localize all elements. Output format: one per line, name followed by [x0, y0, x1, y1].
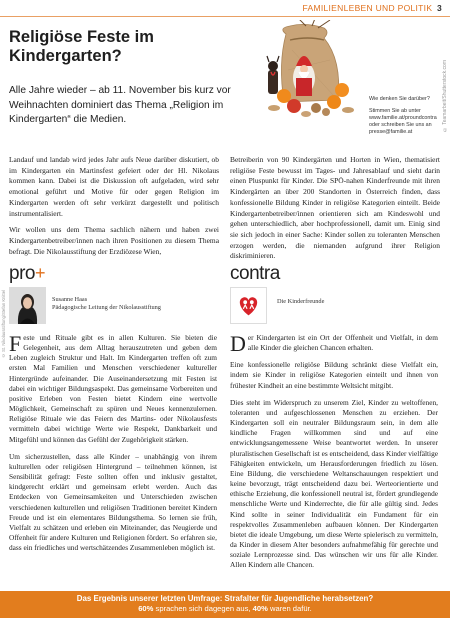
contra-dropcap: D — [230, 331, 246, 356]
pro-paragraph — [9, 333, 217, 445]
intro-column-right — [230, 155, 440, 268]
reader-poll-callout — [369, 96, 447, 136]
contra-paragraph: Eine konfessionelle religiöse Bildung schränkt diese Vielfalt ein, indem sie Kinder in religiöse Kategorien einteilt und ihnen von frühester Kindheit an eine bestimmte Weltsicht mitgibt. — [230, 360, 438, 390]
intro-paragraph: Wir wollen uns dem Thema sachlich nähern und haben zwei Kindergartenbetreiber/innen nach ihren Positionen zu diesem Thema befragt. Die Nikolausstiftung der Erzdiözese Wien, — [9, 225, 219, 256]
callout-text: Stimmen Sie ab unter www.familie.at/proundcontra oder schreiben Sie uns an presse@familie.at — [369, 108, 437, 135]
intro-paragraph: Betreiberin von 90 Kindergärten und Horten in Wien, thematisiert religiöse Feste bewusst im Tages- und Jahresablauf und sieht darin einen Pluspunkt für Kinder. Die SPÖ-nahen Kinderfreunde mit ihren Kindergärten an über 200 Standorten in Österreich finden, dass konfessionelle Bildung Kinder in religiöse Kategorien einteilt. Beide Kindergartenbetreiber/innen orientieren sich am Kindeswohl und gehen unterschiedlich, aber hochprofessionell, damit um. Einig sind sie sich jedoch in einer Sache: Kinder sollen zu toleranten Menschen erzogen werden, die niemanden aufgrund ihrer Religion diskriminieren. — [230, 155, 440, 261]
plus-icon: + — [34, 263, 45, 283]
section-label — [302, 3, 442, 13]
pro-paragraph: Um sicherzustellen, dass alle Kinder – unabhängig von ihrem kulturellen oder religiösen Hintergrund – teilnehmen können, ist Sensibilität gefragt: Feste sollten offen und inklusiv gestaltet, kindgerecht erklärt und gemeinsam erlebt werden. Auch das Entdecken von Gemeinsamkeiten und Unterschieden zwischen verschiedenen kulturellen und religiösen Traditionen bereitet Kindern Freude und ist ein elementares Bildungsthema. So lernen sie früh, Vielfalt zu schätzen und erleben ein Miteinander, das Neugierde und Offenheit für andere Kulturen und Religionen fördert. So erfahren sie, dass ein friedliches und wertschätzendes Zusammenleben möglich ist. — [9, 451, 217, 553]
photo-credit: © Teamarbeit/Shutterstock.com — [442, 60, 448, 133]
nikolaus-sack-photo — [238, 20, 368, 125]
header-rule — [0, 16, 450, 17]
poll-title: Das Ergebnis unserer letzten Umfrage: Strafalter für Jugendliche herabsetzen? — [76, 594, 374, 603]
intro-column-left — [9, 155, 219, 263]
pro-dropcap: F — [9, 331, 22, 356]
contra-argument — [230, 333, 438, 577]
article-lead: Alle Jahre wieder – ab 11. November bis kurz vor Weihnachten dominiert das Thema „Religion im Kindergarten“ die Medien. — [9, 85, 231, 126]
pro-paragraph-text: este und Rituale gibt es in allen Kulturen. Sie bieten die Gelegenheit, aus dem Alltag herauszutreten und geben dem Leben zugleich Struktur und Halt. Im Kindergarten treffen oft zum ersten Mal Familien und Menschen verschiedener kultureller Hintergründe aufeinander. Die Auseinandersetzung mit Festen ist dabei ein wichtiger Bildungsaspekt. Das gemeinsame Vorbereiten und positive Erleben von Festen bietet Kindern eine wertvolle Möglichkeit, Gemeinschaft zu spüren und Neues kennenzulernen. Religiöse Rituale wie das Feiern des Martins- oder Nikolausfests vermitteln dabei wichtige Werte wie Respekt, Dankbarkeit und Mitgefühl und können das Gefühl der Zugehörigkeit stärken. — [9, 333, 217, 444]
intro-paragraph: Landauf und landab wird jedes Jahr aufs Neue darüber diskutiert, ob im Kindergarten ein Martinsfest gefeiert oder der Hl. Nikolaus kommen kann. Dabei ist die Diskussion oft aufgeladen, wird sehr emotional geführt und Motive für oder gegen Religion im Kindergarten werden oft sehr verkürzt dargestellt und politisch instrumentalisiert. — [9, 155, 219, 218]
contra-paragraph: Dies steht im Widerspruch zu unserem Ziel, Kinder zu weltoffenen, toleranten und aufgeschlossenen Menschen zu erziehen. Der Kindergarten soll ein neutraler Bildungsraum sein, in dem alle kindliche Fragen willkommen sind und auf eine entwicklungsangemessene Weise beantwortet werden. In unserer pluralistischen Gesellschaft ist es entscheidend, dass Kinder vielfältige Fähigkeiten entwickeln, um Herausforderungen friedlich zu lösen. Eine Bildung, die verschiedene Weltanschauungen respektiert und keine bevorzugt, trägt entscheidend dazu bei. Werteorientierte und ethische Erziehung, die konfessionell neutral ist, fördert grundlegende menschliche Werte und Kinderrechte, die für alle gültig sind. Jedes Kind sollte in seiner Individualität ein Fundament für ein respektvolles Zusammenleben aufbauen können. Der Kindergarten bietet die ideale Umgebung, um diese Werte spielerisch zu vermitteln, da Kinder in diesem Alter besonders aufnahmefähig für gerechte und soziale Lernprozesse sind. Das wünschen wir uns für alle Kinder. Allen Kindern alle Chancen. — [230, 397, 439, 570]
pro-argument — [9, 333, 217, 560]
pro-author — [52, 296, 161, 312]
contra-author-name: Die Kinderfreunde — [277, 298, 325, 305]
contra-paragraph — [230, 331, 438, 356]
page-header — [0, 0, 450, 20]
kinderfreunde-logo-icon — [230, 287, 267, 324]
pro-heading — [9, 263, 45, 285]
article-headline: Religiöse Feste im Kindergarten? — [9, 28, 154, 65]
poll-result — [0, 604, 450, 613]
portrait-credit: © St. Nikolausstiftung/Stefan Knittel — [1, 290, 6, 359]
callout-question: Wie denken Sie darüber? — [369, 96, 430, 102]
poll-for-text: waren dafür. — [269, 604, 312, 613]
poll-against-text: sprachen sich dagegen aus, — [155, 604, 251, 613]
poll-result-banner — [0, 591, 450, 618]
pro-author-name: Susanne Haas — [52, 296, 88, 303]
poll-for-pct: 40% — [252, 604, 268, 613]
susanne-haas-portrait — [9, 287, 46, 324]
contra-heading: contra — [230, 263, 280, 284]
contra-paragraph-text: er Kindergarten ist ein Ort der Offenheit und Vielfalt, in dem alle Kinder die gleichen Chancen erhalten. — [247, 333, 438, 353]
page-number: 3 — [436, 3, 442, 13]
poll-against-pct: 60% — [138, 604, 154, 613]
pro-author-role: Pädagogische Leitung der Nikolausstiftung — [52, 304, 161, 311]
pro-label: pro — [9, 263, 35, 284]
section-title: FAMILIENLEBEN UND POLITIK — [302, 3, 433, 13]
